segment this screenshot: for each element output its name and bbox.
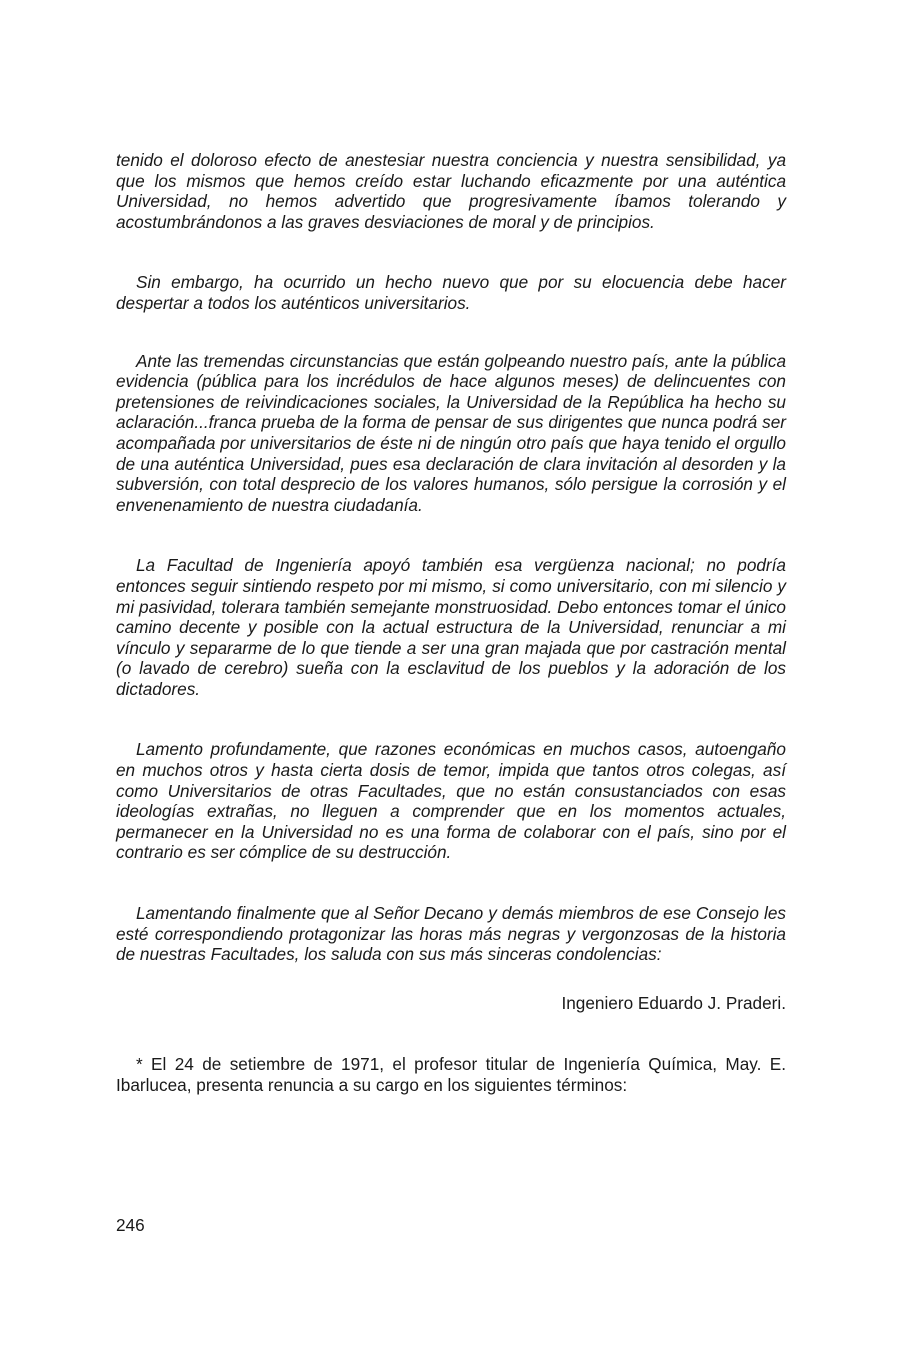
- paragraph-closing: Lamentando finalmente que al Señor Decano y demás miembros de ese Consejo les esté correspondiendo protagonizar las horas más negras y vergonzosas de la historia de nuestras Facultades, los saluda con sus más sinceras condolencias:: [116, 903, 786, 965]
- paragraph-circumstances: Ante las tremendas circunstancias que están golpeando nuestro país, ante la pública evidencia (pública para los incrédulos de hace algunos meses) de delincuentes con pretensiones de reivindicaciones sociales, la Universidad de la República ha hecho su aclaración...franca prueba de la forma de pensar de sus dirigentes que nunca podrá ser acompañada por universitarios de éste ni de ningún otro país que haya tenido el orgullo de una auténtica Universidad, pues esa declaración de clara invitación al desorden y la subversión, con total desprecio de los valores humanos, sólo persigue la corrosión y el envenenamiento de nuestra ciudadanía.: [116, 350, 786, 515]
- document-body: [116, 150, 786, 1096]
- paragraph-regret: Lamento profundamente, que razones económicas en muchos casos, autoengaño en muchos otros y hasta cierta dosis de temor, impida que tantos otros colegas, así como Universitarios de otras Facultades, que no están consustanciados con esas ideologías extrañas, no lleguen a comprender que en los momentos actuales, permanecer en la Universidad no es una forma de colaborar con el país, sino por el contrario es ser cómplice de su destrucción.: [116, 739, 786, 863]
- page-number: 246: [116, 1215, 145, 1235]
- paragraph-faculty: La Facultad de Ingeniería apoyó también esa vergüenza nacional; no podría entonces seguir sintiendo respeto por mi mismo, si como universitario, con mi silencio y mi pasividad, tolerara también semejante monstruosidad. Debo entonces tomar el único camino decente y posible con la actual estructura de la Universidad, renunciar a mi vínculo y separarme de lo que tiende a ser una gran majada que por castración mental (o lavado de cerebro) sueña con la esclavitud de los pueblos y la adoración de los dictadores.: [116, 555, 786, 699]
- footnote-paragraph: * El 24 de setiembre de 1971, el profesor titular de Ingeniería Química, May. E. Ibarlucea, presenta renuncia a su cargo en los siguientes términos:: [116, 1054, 786, 1095]
- paragraph-new-fact: Sin embargo, ha ocurrido un hecho nuevo que por su elocuencia debe hacer despertar a todos los auténticos universitarios.: [116, 272, 786, 313]
- paragraph-continuation: tenido el doloroso efecto de anestesiar nuestra conciencia y nuestra sensibilidad, ya que los mismos que hemos creído estar luchando eficazmente por una auténtica Universidad, no hemos advertido que progresivamente íbamos tolerando y acostumbrándonos a las graves desviaciones de moral y de principios.: [116, 150, 786, 232]
- signature: Ingeniero Eduardo J. Praderi.: [561, 992, 786, 1013]
